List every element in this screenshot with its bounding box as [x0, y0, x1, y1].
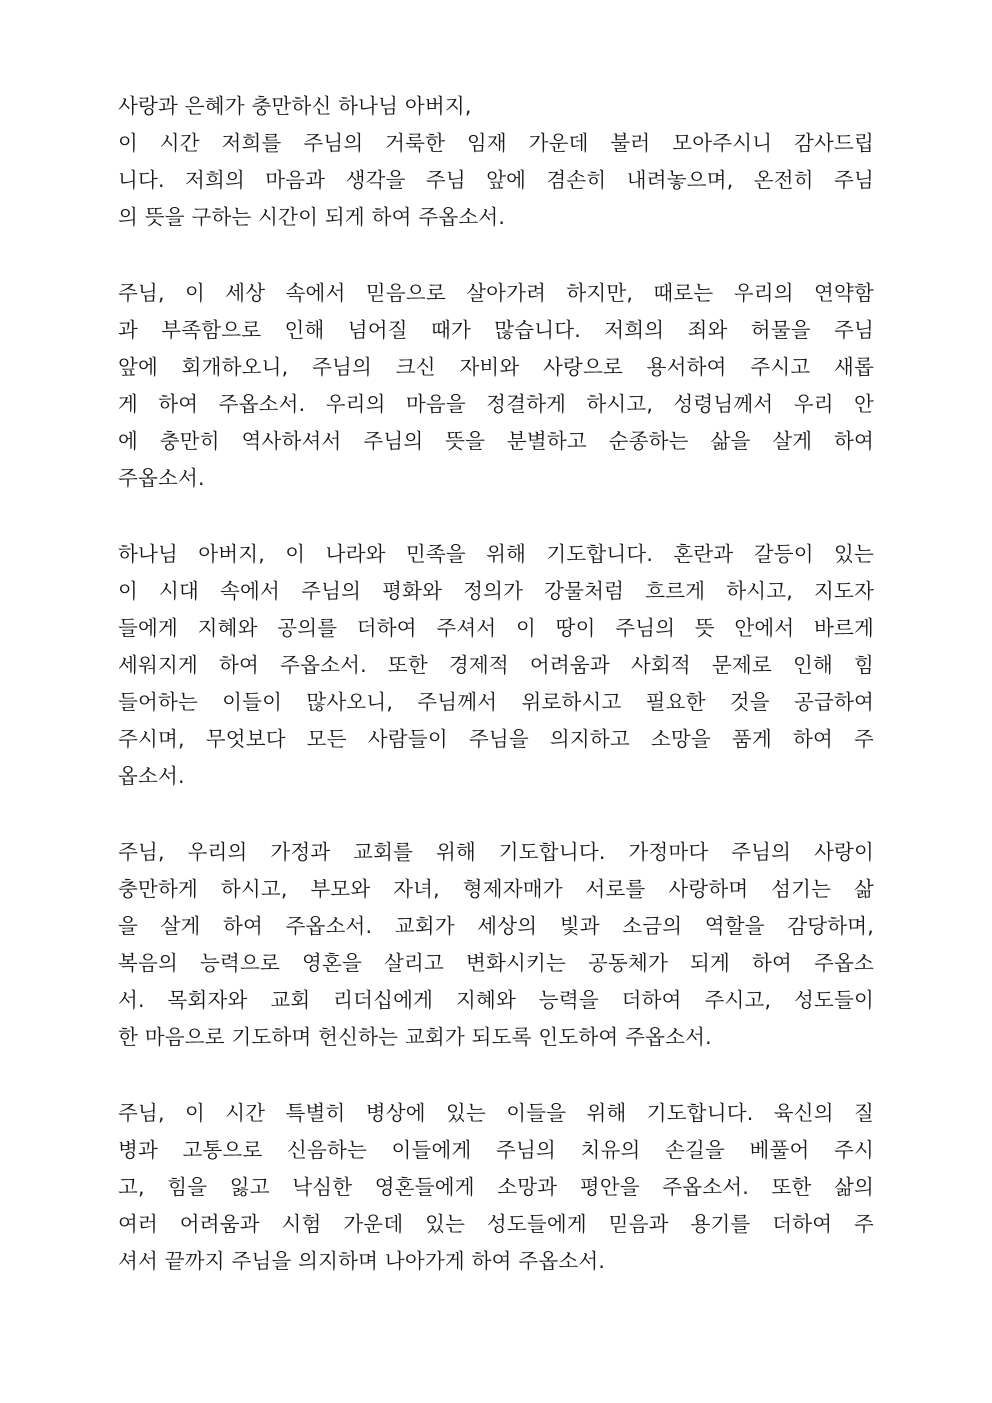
paragraph-line: 사랑과 은혜가 충만하신 하나님 아버지,: [118, 94, 472, 118]
paragraph-line: 에 충만히 역사하셔서 주님의 뜻을 분별하고 순종하는 삶을 살게 하여: [118, 429, 874, 453]
paragraph-line: 주님, 이 시간 특별히 병상에 있는 이들을 위해 기도합니다. 육신의 질: [118, 1101, 874, 1125]
paragraph-line: 주시며, 무엇보다 모든 사람들이 주님을 의지하고 소망을 품게 하여 주: [118, 727, 874, 751]
paragraph-line: 을 살게 하여 주옵소서. 교회가 세상의 빛과 소금의 역할을 감당하며,: [118, 914, 874, 938]
paragraph-line: 한 마음으로 기도하며 헌신하는 교회가 되도록 인도하여 주옵소서.: [118, 1025, 712, 1049]
paragraph-line: 충만하게 하시고, 부모와 자녀, 형제자매가 서로를 사랑하며 섬기는 삶: [118, 877, 874, 901]
paragraph-line: 이 시대 속에서 주님의 평화와 정의가 강물처럼 흐르게 하시고, 지도자: [118, 579, 874, 603]
paragraph-line: 세워지게 하여 주옵소서. 또한 경제적 어려움과 사회적 문제로 인해 힘: [118, 653, 874, 677]
paragraph-line: 셔서 끝까지 주님을 의지하며 나아가게 하여 주옵소서.: [118, 1249, 606, 1273]
paragraph-line: 병과 고통으로 신음하는 이들에게 주님의 치유의 손길을 베풀어 주시: [118, 1138, 874, 1162]
paragraph-line: 게 하여 주옵소서. 우리의 마음을 정결하게 하시고, 성령님께서 우리 안: [118, 392, 874, 416]
paragraph-line: 서. 목회자와 교회 리더십에게 지혜와 능력을 더하여 주시고, 성도들이: [118, 988, 874, 1012]
paragraph-line: 여러 어려움과 시험 가운데 있는 성도들에게 믿음과 용기를 더하여 주: [118, 1212, 874, 1236]
paragraph-line: 주옵소서.: [118, 466, 205, 490]
paragraph-line: 이 시간 저희를 주님의 거룩한 임재 가운데 불러 모아주시니 감사드립: [118, 131, 874, 155]
paragraph-line: 들어하는 이들이 많사오니, 주님께서 위로하시고 필요한 것을 공급하여: [118, 690, 874, 714]
paragraph-line: 옵소서.: [118, 764, 185, 788]
paragraph-line: 들에게 지혜와 공의를 더하여 주셔서 이 땅이 주님의 뜻 안에서 바르게: [118, 616, 874, 640]
paragraph-line: 의 뜻을 구하는 시간이 되게 하여 주옵소서.: [118, 205, 506, 229]
paragraph-line: 고, 힘을 잃고 낙심한 영혼들에게 소망과 평안을 주옵소서. 또한 삶의: [118, 1175, 874, 1199]
paragraph-line: 과 부족함으로 인해 넘어질 때가 많습니다. 저희의 죄와 허물을 주님: [118, 318, 874, 342]
paragraph-line: 복음의 능력으로 영혼을 살리고 변화시키는 공동체가 되게 하여 주옵소: [118, 951, 874, 975]
paragraph-line: 주님, 우리의 가정과 교회를 위해 기도합니다. 가정마다 주님의 사랑이: [118, 840, 874, 864]
paragraph-line: 니다. 저희의 마음과 생각을 주님 앞에 겸손히 내려놓으며, 온전히 주님: [118, 168, 874, 192]
paragraph-line: 주님, 이 세상 속에서 믿음으로 살아가려 하지만, 때로는 우리의 연약함: [118, 281, 874, 305]
paragraph-line: 하나님 아버지, 이 나라와 민족을 위해 기도합니다. 혼란과 갈등이 있는: [118, 542, 874, 566]
paragraph-line: 앞에 회개하오니, 주님의 크신 자비와 사랑으로 용서하여 주시고 새롭: [118, 355, 874, 379]
